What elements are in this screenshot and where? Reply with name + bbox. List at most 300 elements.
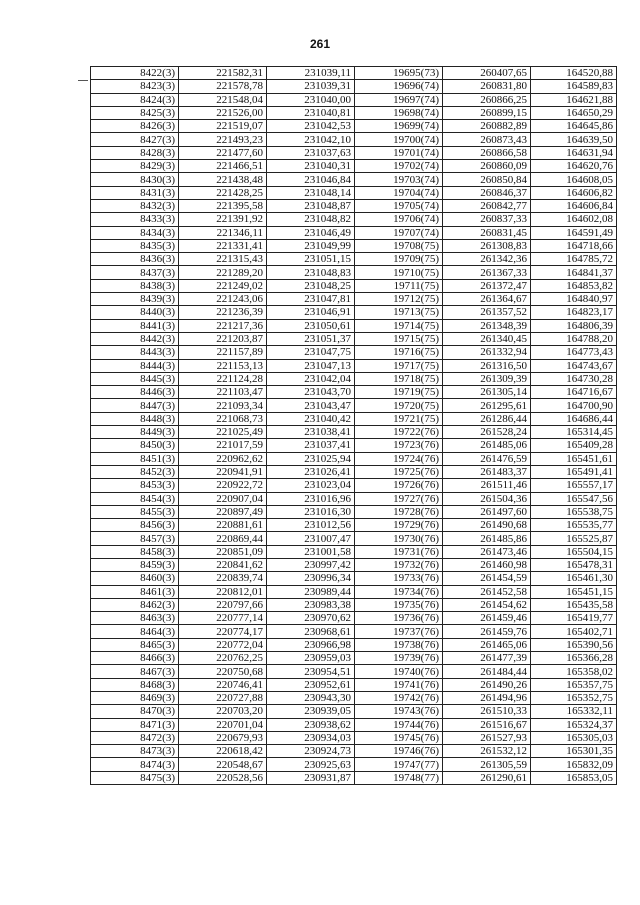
point-id-cell: 8432(3) (91, 199, 179, 212)
point-id-2-cell: 19715(75) (355, 332, 443, 345)
point-id-2-cell: 19714(75) (355, 319, 443, 332)
y-coordinate-cell: 231001,58 (267, 545, 355, 558)
x-coordinate-2-cell: 260873,43 (443, 133, 531, 146)
y-coordinate-cell: 230968,61 (267, 625, 355, 638)
table-row (91, 160, 617, 173)
x-coordinate-2-cell: 261532,12 (443, 745, 531, 758)
y-coordinate-2-cell: 165419,77 (531, 612, 617, 625)
x-coordinate-cell: 220869,44 (179, 532, 267, 545)
x-coordinate-cell: 220897,49 (179, 505, 267, 518)
y-coordinate-2-cell: 165832,09 (531, 758, 617, 771)
y-coordinate-2-cell: 165357,75 (531, 678, 617, 691)
y-coordinate-2-cell: 165535,77 (531, 519, 617, 532)
y-coordinate-cell: 231048,14 (267, 186, 355, 199)
table-row (91, 226, 617, 239)
y-coordinate-cell: 231040,31 (267, 160, 355, 173)
table-row (91, 492, 617, 505)
y-coordinate-2-cell: 164620,76 (531, 160, 617, 173)
x-coordinate-cell: 221346,11 (179, 226, 267, 239)
point-id-2-cell: 19734(76) (355, 585, 443, 598)
point-id-2-cell: 19721(75) (355, 412, 443, 425)
x-coordinate-cell: 221331,41 (179, 239, 267, 252)
point-id-cell: 8453(3) (91, 479, 179, 492)
point-id-cell: 8473(3) (91, 745, 179, 758)
point-id-cell: 8459(3) (91, 558, 179, 571)
x-coordinate-2-cell: 261367,33 (443, 266, 531, 279)
y-coordinate-2-cell: 165525,87 (531, 532, 617, 545)
point-id-cell: 8471(3) (91, 718, 179, 731)
y-coordinate-2-cell: 164606,82 (531, 186, 617, 199)
x-coordinate-2-cell: 261348,39 (443, 319, 531, 332)
y-coordinate-cell: 230966,98 (267, 638, 355, 651)
point-id-cell: 8422(3) (91, 67, 179, 80)
table-row (91, 133, 617, 146)
x-coordinate-cell: 220618,42 (179, 745, 267, 758)
y-coordinate-2-cell: 164785,72 (531, 253, 617, 266)
x-coordinate-2-cell: 261454,62 (443, 598, 531, 611)
x-coordinate-2-cell: 261357,52 (443, 306, 531, 319)
y-coordinate-2-cell: 164591,49 (531, 226, 617, 239)
table-row (91, 731, 617, 744)
point-id-2-cell: 19707(74) (355, 226, 443, 239)
x-coordinate-2-cell: 260831,80 (443, 80, 531, 93)
x-coordinate-2-cell: 261309,39 (443, 372, 531, 385)
y-coordinate-2-cell: 165547,56 (531, 492, 617, 505)
x-coordinate-2-cell: 261490,68 (443, 519, 531, 532)
x-coordinate-cell: 221289,20 (179, 266, 267, 279)
table-row (91, 319, 617, 332)
point-id-cell: 8423(3) (91, 80, 179, 93)
x-coordinate-cell: 221391,92 (179, 213, 267, 226)
table-row (91, 306, 617, 319)
y-coordinate-2-cell: 164788,20 (531, 332, 617, 345)
point-id-2-cell: 19743(76) (355, 705, 443, 718)
table-row (91, 439, 617, 452)
point-id-cell: 8426(3) (91, 120, 179, 133)
point-id-cell: 8436(3) (91, 253, 179, 266)
y-coordinate-2-cell: 164853,82 (531, 279, 617, 292)
y-coordinate-2-cell: 165451,15 (531, 585, 617, 598)
point-id-2-cell: 19724(76) (355, 452, 443, 465)
page-number: 261 (309, 37, 331, 51)
y-coordinate-cell: 231050,61 (267, 319, 355, 332)
table-row (91, 266, 617, 279)
point-id-cell: 8468(3) (91, 678, 179, 691)
y-coordinate-cell: 231023,04 (267, 479, 355, 492)
point-id-cell: 8443(3) (91, 346, 179, 359)
x-coordinate-2-cell: 261340,45 (443, 332, 531, 345)
x-coordinate-2-cell: 261332,94 (443, 346, 531, 359)
x-coordinate-2-cell: 260850,84 (443, 173, 531, 186)
x-coordinate-cell: 220762,25 (179, 652, 267, 665)
table-row (91, 545, 617, 558)
y-coordinate-2-cell: 165409,28 (531, 439, 617, 452)
x-coordinate-2-cell: 261528,24 (443, 426, 531, 439)
point-id-cell: 8470(3) (91, 705, 179, 718)
table-row (91, 452, 617, 465)
y-coordinate-cell: 230925,63 (267, 758, 355, 771)
point-id-2-cell: 19731(76) (355, 545, 443, 558)
x-coordinate-2-cell: 261477,39 (443, 652, 531, 665)
x-coordinate-2-cell: 260837,33 (443, 213, 531, 226)
x-coordinate-cell: 221493,23 (179, 133, 267, 146)
y-coordinate-2-cell: 165451,61 (531, 452, 617, 465)
x-coordinate-2-cell: 261476,59 (443, 452, 531, 465)
x-coordinate-2-cell: 260860,09 (443, 160, 531, 173)
table-row (91, 585, 617, 598)
point-id-cell: 8424(3) (91, 93, 179, 106)
table-row (91, 479, 617, 492)
y-coordinate-2-cell: 165461,30 (531, 572, 617, 585)
point-id-2-cell: 19697(74) (355, 93, 443, 106)
y-coordinate-2-cell: 164840,97 (531, 293, 617, 306)
x-coordinate-2-cell: 261516,67 (443, 718, 531, 731)
x-coordinate-2-cell: 260831,45 (443, 226, 531, 239)
table-row (91, 186, 617, 199)
table-row (91, 253, 617, 266)
x-coordinate-cell: 220907,04 (179, 492, 267, 505)
point-id-cell: 8465(3) (91, 638, 179, 651)
x-coordinate-cell: 221093,34 (179, 399, 267, 412)
y-coordinate-cell: 230931,87 (267, 771, 355, 784)
x-coordinate-2-cell: 260866,25 (443, 93, 531, 106)
table-row (91, 372, 617, 385)
x-coordinate-cell: 221526,00 (179, 106, 267, 119)
x-coordinate-cell: 220727,88 (179, 691, 267, 704)
point-id-2-cell: 19713(75) (355, 306, 443, 319)
table-row (91, 239, 617, 252)
point-id-2-cell: 19730(76) (355, 532, 443, 545)
y-coordinate-cell: 230939,05 (267, 705, 355, 718)
x-coordinate-cell: 221068,73 (179, 412, 267, 425)
y-coordinate-2-cell: 164700,90 (531, 399, 617, 412)
x-coordinate-cell: 220777,14 (179, 612, 267, 625)
y-coordinate-2-cell: 165557,17 (531, 479, 617, 492)
point-id-cell: 8455(3) (91, 505, 179, 518)
y-coordinate-cell: 231047,13 (267, 359, 355, 372)
x-coordinate-cell: 221103,47 (179, 386, 267, 399)
x-coordinate-cell: 221428,25 (179, 186, 267, 199)
point-id-2-cell: 19695(73) (355, 67, 443, 80)
x-coordinate-2-cell: 261308,83 (443, 239, 531, 252)
table-row (91, 625, 617, 638)
table-row (91, 612, 617, 625)
table-row (91, 213, 617, 226)
point-id-2-cell: 19739(76) (355, 652, 443, 665)
x-coordinate-cell: 220746,41 (179, 678, 267, 691)
x-coordinate-cell: 221395,58 (179, 199, 267, 212)
y-coordinate-cell: 231042,53 (267, 120, 355, 133)
y-coordinate-2-cell: 165301,35 (531, 745, 617, 758)
table-row (91, 558, 617, 571)
x-coordinate-cell: 220772,04 (179, 638, 267, 651)
y-coordinate-2-cell: 165352,75 (531, 691, 617, 704)
point-id-cell: 8448(3) (91, 412, 179, 425)
y-coordinate-2-cell: 164621,88 (531, 93, 617, 106)
x-coordinate-2-cell: 261510,33 (443, 705, 531, 718)
table-row (91, 386, 617, 399)
y-coordinate-2-cell: 165305,03 (531, 731, 617, 744)
x-coordinate-cell: 220750,68 (179, 665, 267, 678)
point-id-2-cell: 19698(74) (355, 106, 443, 119)
table-row (91, 572, 617, 585)
y-coordinate-cell: 231040,00 (267, 93, 355, 106)
x-coordinate-2-cell: 260842,77 (443, 199, 531, 212)
x-coordinate-2-cell: 261465,06 (443, 638, 531, 651)
margin-mark (78, 80, 88, 81)
point-id-cell: 8447(3) (91, 399, 179, 412)
y-coordinate-cell: 230943,30 (267, 691, 355, 704)
point-id-cell: 8466(3) (91, 652, 179, 665)
y-coordinate-cell: 230954,51 (267, 665, 355, 678)
x-coordinate-2-cell: 261497,60 (443, 505, 531, 518)
point-id-cell: 8450(3) (91, 439, 179, 452)
y-coordinate-2-cell: 164773,43 (531, 346, 617, 359)
table-row (91, 293, 617, 306)
point-id-2-cell: 19748(77) (355, 771, 443, 784)
point-id-cell: 8430(3) (91, 173, 179, 186)
x-coordinate-2-cell: 261485,06 (443, 439, 531, 452)
y-coordinate-cell: 230959,03 (267, 652, 355, 665)
point-id-cell: 8427(3) (91, 133, 179, 146)
y-coordinate-2-cell: 165390,56 (531, 638, 617, 651)
x-coordinate-cell: 221217,36 (179, 319, 267, 332)
table-row (91, 426, 617, 439)
y-coordinate-cell: 231047,81 (267, 293, 355, 306)
point-id-cell: 8437(3) (91, 266, 179, 279)
y-coordinate-cell: 231048,82 (267, 213, 355, 226)
point-id-cell: 8451(3) (91, 452, 179, 465)
point-id-2-cell: 19740(76) (355, 665, 443, 678)
x-coordinate-2-cell: 261364,67 (443, 293, 531, 306)
y-coordinate-2-cell: 164650,29 (531, 106, 617, 119)
table-row (91, 80, 617, 93)
x-coordinate-2-cell: 261483,37 (443, 465, 531, 478)
point-id-2-cell: 19711(75) (355, 279, 443, 292)
y-coordinate-cell: 230952,61 (267, 678, 355, 691)
y-coordinate-2-cell: 164730,28 (531, 372, 617, 385)
table-row (91, 346, 617, 359)
y-coordinate-2-cell: 165478,31 (531, 558, 617, 571)
x-coordinate-2-cell: 261484,44 (443, 665, 531, 678)
y-coordinate-cell: 231039,11 (267, 67, 355, 80)
y-coordinate-cell: 231049,99 (267, 239, 355, 252)
point-id-2-cell: 19710(75) (355, 266, 443, 279)
y-coordinate-2-cell: 164520,88 (531, 67, 617, 80)
point-id-cell: 8463(3) (91, 612, 179, 625)
y-coordinate-cell: 231042,04 (267, 372, 355, 385)
x-coordinate-2-cell: 261459,46 (443, 612, 531, 625)
y-coordinate-cell: 231037,63 (267, 146, 355, 159)
point-id-2-cell: 19733(76) (355, 572, 443, 585)
x-coordinate-2-cell: 261316,50 (443, 359, 531, 372)
x-coordinate-2-cell: 261372,47 (443, 279, 531, 292)
x-coordinate-cell: 221236,39 (179, 306, 267, 319)
x-coordinate-2-cell: 261511,46 (443, 479, 531, 492)
point-id-cell: 8472(3) (91, 731, 179, 744)
y-coordinate-2-cell: 164645,86 (531, 120, 617, 133)
y-coordinate-2-cell: 164841,37 (531, 266, 617, 279)
x-coordinate-cell: 221153,13 (179, 359, 267, 372)
y-coordinate-cell: 231039,31 (267, 80, 355, 93)
point-id-2-cell: 19704(74) (355, 186, 443, 199)
point-id-cell: 8433(3) (91, 213, 179, 226)
y-coordinate-cell: 230996,34 (267, 572, 355, 585)
table-row (91, 771, 617, 784)
x-coordinate-cell: 220797,66 (179, 598, 267, 611)
x-coordinate-cell: 220851,09 (179, 545, 267, 558)
x-coordinate-cell: 221582,31 (179, 67, 267, 80)
x-coordinate-2-cell: 261295,61 (443, 399, 531, 412)
x-coordinate-cell: 221466,51 (179, 160, 267, 173)
point-id-cell: 8469(3) (91, 691, 179, 704)
table-row (91, 652, 617, 665)
point-id-cell: 8444(3) (91, 359, 179, 372)
x-coordinate-cell: 221157,89 (179, 346, 267, 359)
y-coordinate-cell: 231043,47 (267, 399, 355, 412)
y-coordinate-cell: 231046,84 (267, 173, 355, 186)
table-row (91, 505, 617, 518)
x-coordinate-2-cell: 261504,36 (443, 492, 531, 505)
y-coordinate-cell: 230997,42 (267, 558, 355, 571)
x-coordinate-2-cell: 260866,58 (443, 146, 531, 159)
y-coordinate-2-cell: 164823,17 (531, 306, 617, 319)
y-coordinate-2-cell: 164608,05 (531, 173, 617, 186)
table-row (91, 67, 617, 80)
x-coordinate-cell: 221315,43 (179, 253, 267, 266)
table-row (91, 598, 617, 611)
table-row (91, 745, 617, 758)
x-coordinate-cell: 221017,59 (179, 439, 267, 452)
y-coordinate-cell: 231048,25 (267, 279, 355, 292)
point-id-cell: 8462(3) (91, 598, 179, 611)
y-coordinate-2-cell: 165504,15 (531, 545, 617, 558)
point-id-2-cell: 19722(76) (355, 426, 443, 439)
y-coordinate-cell: 230983,38 (267, 598, 355, 611)
y-coordinate-2-cell: 165314,45 (531, 426, 617, 439)
table-row (91, 718, 617, 731)
point-id-2-cell: 19703(74) (355, 173, 443, 186)
y-coordinate-2-cell: 164716,67 (531, 386, 617, 399)
y-coordinate-2-cell: 164718,66 (531, 239, 617, 252)
y-coordinate-2-cell: 164606,84 (531, 199, 617, 212)
y-coordinate-cell: 231040,42 (267, 412, 355, 425)
x-coordinate-2-cell: 261527,93 (443, 731, 531, 744)
table-row (91, 678, 617, 691)
point-id-2-cell: 19747(77) (355, 758, 443, 771)
x-coordinate-cell: 221025,49 (179, 426, 267, 439)
point-id-2-cell: 19705(74) (355, 199, 443, 212)
y-coordinate-cell: 231026,41 (267, 465, 355, 478)
point-id-2-cell: 19723(76) (355, 439, 443, 452)
y-coordinate-cell: 231051,37 (267, 332, 355, 345)
point-id-2-cell: 19718(75) (355, 372, 443, 385)
x-coordinate-2-cell: 261485,86 (443, 532, 531, 545)
point-id-cell: 8439(3) (91, 293, 179, 306)
table-row (91, 120, 617, 133)
table-row (91, 665, 617, 678)
y-coordinate-cell: 231048,83 (267, 266, 355, 279)
point-id-2-cell: 19701(74) (355, 146, 443, 159)
y-coordinate-cell: 231016,30 (267, 505, 355, 518)
x-coordinate-2-cell: 261452,58 (443, 585, 531, 598)
y-coordinate-2-cell: 164686,44 (531, 412, 617, 425)
point-id-2-cell: 19738(76) (355, 638, 443, 651)
table-row (91, 106, 617, 119)
x-coordinate-cell: 221203,87 (179, 332, 267, 345)
point-id-2-cell: 19719(75) (355, 386, 443, 399)
point-id-2-cell: 19726(76) (355, 479, 443, 492)
y-coordinate-cell: 230989,44 (267, 585, 355, 598)
point-id-2-cell: 19702(74) (355, 160, 443, 173)
point-id-cell: 8429(3) (91, 160, 179, 173)
y-coordinate-cell: 230934,03 (267, 731, 355, 744)
y-coordinate-cell: 231025,94 (267, 452, 355, 465)
table-row (91, 332, 617, 345)
x-coordinate-2-cell: 261459,76 (443, 625, 531, 638)
y-coordinate-2-cell: 164743,67 (531, 359, 617, 372)
point-id-2-cell: 19736(76) (355, 612, 443, 625)
y-coordinate-cell: 231012,56 (267, 519, 355, 532)
point-id-cell: 8454(3) (91, 492, 179, 505)
y-coordinate-2-cell: 165435,58 (531, 598, 617, 611)
point-id-cell: 8464(3) (91, 625, 179, 638)
y-coordinate-cell: 231016,96 (267, 492, 355, 505)
y-coordinate-2-cell: 165853,05 (531, 771, 617, 784)
x-coordinate-cell: 221124,28 (179, 372, 267, 385)
point-id-2-cell: 19696(74) (355, 80, 443, 93)
point-id-2-cell: 19716(75) (355, 346, 443, 359)
x-coordinate-cell: 221477,60 (179, 146, 267, 159)
table-row (91, 359, 617, 372)
y-coordinate-2-cell: 164602,08 (531, 213, 617, 226)
x-coordinate-cell: 220701,04 (179, 718, 267, 731)
point-id-2-cell: 19741(76) (355, 678, 443, 691)
point-id-2-cell: 19712(75) (355, 293, 443, 306)
point-id-cell: 8456(3) (91, 519, 179, 532)
x-coordinate-cell: 220881,61 (179, 519, 267, 532)
point-id-cell: 8474(3) (91, 758, 179, 771)
y-coordinate-2-cell: 165402,71 (531, 625, 617, 638)
point-id-2-cell: 19709(75) (355, 253, 443, 266)
table-row (91, 93, 617, 106)
x-coordinate-2-cell: 261342,36 (443, 253, 531, 266)
table-row (91, 173, 617, 186)
point-id-2-cell: 19729(76) (355, 519, 443, 532)
y-coordinate-2-cell: 165332,11 (531, 705, 617, 718)
x-coordinate-2-cell: 260846,37 (443, 186, 531, 199)
table-row (91, 705, 617, 718)
y-coordinate-2-cell: 164589,83 (531, 80, 617, 93)
point-id-2-cell: 19706(74) (355, 213, 443, 226)
table-row (91, 146, 617, 159)
point-id-cell: 8457(3) (91, 532, 179, 545)
x-coordinate-cell: 220839,74 (179, 572, 267, 585)
x-coordinate-cell: 220922,72 (179, 479, 267, 492)
x-coordinate-2-cell: 261290,61 (443, 771, 531, 784)
point-id-2-cell: 19725(76) (355, 465, 443, 478)
y-coordinate-2-cell: 164631,94 (531, 146, 617, 159)
point-id-2-cell: 19717(75) (355, 359, 443, 372)
y-coordinate-2-cell: 165538,75 (531, 505, 617, 518)
x-coordinate-cell: 220812,01 (179, 585, 267, 598)
table-row (91, 638, 617, 651)
y-coordinate-cell: 230924,73 (267, 745, 355, 758)
y-coordinate-cell: 231047,75 (267, 346, 355, 359)
x-coordinate-2-cell: 261286,44 (443, 412, 531, 425)
x-coordinate-2-cell: 261473,46 (443, 545, 531, 558)
x-coordinate-2-cell: 261490,26 (443, 678, 531, 691)
